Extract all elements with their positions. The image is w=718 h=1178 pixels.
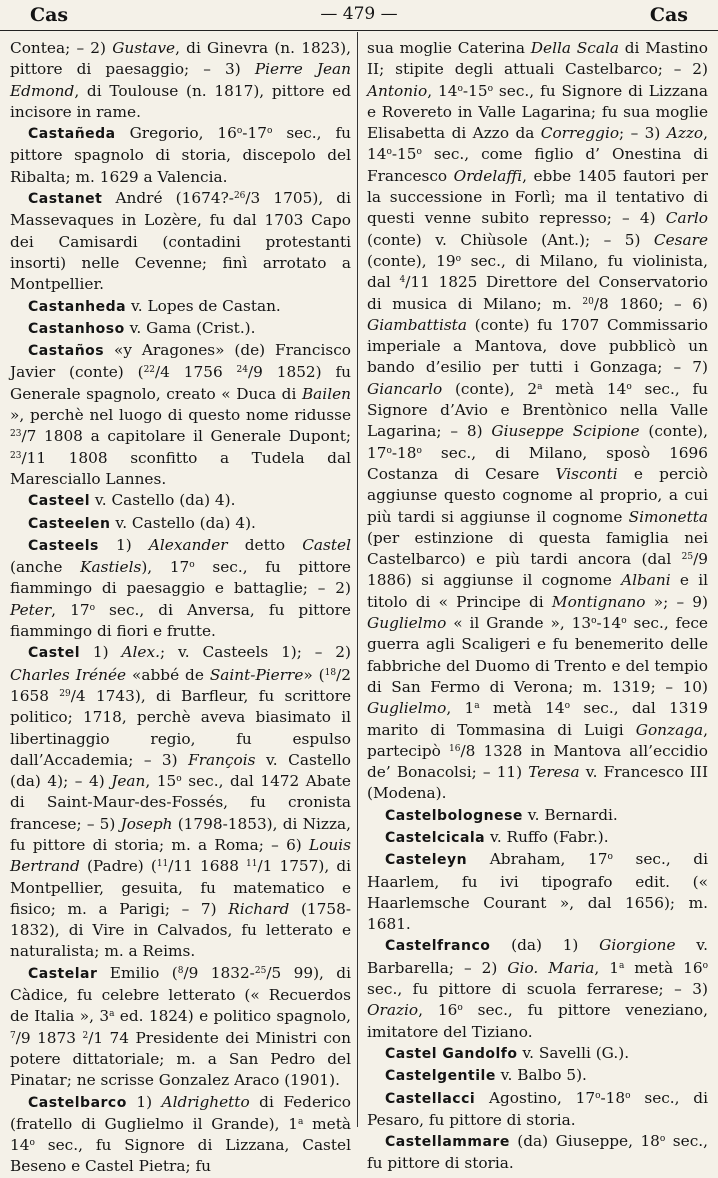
entry-text: v. Savelli (G.). — [517, 1043, 630, 1062]
entry-text: sec., fu Signore d’Avio e Brentònico nella Valle Lagarina; – 8) — [367, 379, 709, 441]
entry-headword: Castañeda — [28, 126, 116, 143]
dictionary-entry — [10, 642, 351, 962]
italic-text: Gonzaga — [635, 720, 704, 739]
entry-text: -18 — [391, 443, 417, 462]
dictionary-entry — [10, 188, 351, 295]
entry-text: », perchè nel luogo di questo nome ridusse — [10, 406, 351, 425]
italic-text: Jean — [111, 772, 146, 791]
dictionary-entry — [10, 123, 351, 188]
entry-text: v. Francesco III (Modena). — [367, 763, 708, 803]
entry-text: sec., di Milano, sposò 1696 Costanza di Cesare — [367, 443, 708, 483]
italic-text: Simonetta — [628, 507, 708, 526]
superscript: o — [621, 616, 627, 627]
superscript: 26 — [233, 191, 246, 202]
superscript: o — [659, 1134, 666, 1145]
entry-text: sec., come figlio d’ Onestina di Francesco — [367, 145, 708, 185]
entry-text: di Federico (fratello di Guglielmo il Grande), 1 — [10, 1092, 351, 1133]
entry-headword: Castelbarco — [28, 1094, 127, 1111]
entry-headword: Castelfranco — [385, 938, 491, 955]
entry-text: (conte) fu 1707 Commissario imperiale a Mantova, dove pubblicò un bando d’esilio per tutti i Gonzaga; – 7) — [367, 315, 708, 377]
entry-text: sec., fu pittore di storia. — [367, 1132, 708, 1173]
entry-text: v. Castello (da) 4). — [90, 491, 236, 510]
entry-text: sec., fece guerra agli Scaligeri e fu benemerito delle fabbriche del Duomo di Trento e del tempio di San Fermo di Verona; m. 1319; – 10) — [367, 614, 708, 696]
superscript: a — [618, 960, 625, 971]
superscript: 11 — [156, 859, 169, 870]
entry-headword: Castellacci — [385, 1090, 476, 1107]
italic-text: Ordelaffi — [453, 166, 523, 185]
superscript: 24 — [236, 365, 248, 376]
superscript: 25 — [681, 552, 694, 563]
superscript: o — [386, 147, 392, 158]
entry-text: /11 1825 Direttore del Conservatorio di musica di Milano; m. — [367, 273, 709, 313]
superscript: a — [109, 1009, 115, 1020]
italic-text: Charles Irénée — [10, 665, 127, 684]
superscript: o — [455, 253, 462, 264]
italic-text: Teresa — [528, 763, 580, 782]
superscript: o — [416, 445, 422, 456]
entry-headword: Casteel — [28, 493, 91, 510]
entry-text: (Padre) ( — [79, 857, 157, 876]
superscript: o — [487, 83, 493, 94]
left-column — [10, 38, 351, 1178]
dictionary-entry — [367, 1043, 708, 1065]
superscript: 25 — [254, 965, 267, 976]
entry-text: /5 99), di Càdice, fu celebre letterato (« Recuerdos de Italia », 3 — [10, 963, 351, 1026]
entry-text: , di Ginevra (n. 1823), pittore di paesaggio; – 3) — [10, 39, 351, 79]
italic-text: Giuseppe Scipione — [491, 422, 640, 441]
entry-text: Gregorio, 16 — [115, 124, 237, 143]
entry-headword: Castanhoso — [28, 320, 125, 337]
italic-text: Giambattista — [367, 315, 467, 334]
dictionary-entry — [10, 318, 351, 340]
superscript: o — [266, 126, 273, 137]
superscript: 23 — [10, 429, 22, 440]
superscript: 22 — [143, 365, 156, 376]
entry-text: , 14 — [427, 81, 458, 100]
superscript: o — [607, 852, 613, 863]
entry-text: v. Lopes de Castan. — [126, 296, 281, 315]
italic-text: Alexander — [148, 535, 228, 554]
superscript: o — [595, 1090, 601, 1101]
entry-text: metà 14 — [10, 1114, 351, 1155]
entry-text: (per estinzione di questa famiglia nei Castelbarco) e più tardi ancora (dal — [367, 528, 708, 569]
entry-text: ; – 3) — [619, 124, 667, 143]
entry-text: , partecipò — [367, 720, 708, 760]
italic-text: Giancarlo — [367, 379, 443, 398]
entry-headword: Castellammare — [385, 1134, 510, 1151]
italic-text: Gustave — [112, 39, 176, 57]
entry-text: , ebbe 1405 fautori per la successione in Forlì; ma il tentativo di questi venne subito represso; – 4) — [367, 166, 708, 228]
entry-text: sec., fu pittore di scuola ferrarese; – 3) — [367, 980, 708, 999]
italic-text: Richard — [228, 899, 290, 918]
entry-text: Abraham, 17 — [467, 850, 608, 869]
superscript: o — [702, 960, 708, 971]
entry-text: (da) Giuseppe, 18 — [509, 1132, 660, 1151]
entry-text: /11 1688 — [168, 857, 247, 876]
entry-headword: Castelbolognese — [385, 807, 523, 824]
entry-text: -14 — [596, 614, 622, 633]
entry-text: (conte), 19 — [367, 251, 456, 270]
entry-text: di Mastino II; stipite degli attuali Castelbarco; – 2) — [367, 39, 708, 79]
entry-text: André (1674?- — [102, 189, 234, 208]
entry-text: » ( — [303, 665, 325, 684]
superscript: 4 — [399, 275, 406, 286]
entry-text: /1 74 Presidente dei Ministri con potere dittatoriale; m. a San Pedro del Pinatar; ne scrisse Gonzalez Araco (1901). — [10, 1028, 351, 1090]
entry-text: /9 1852) fu Generale spagnolo, creato « Duca di — [10, 363, 351, 403]
entry-text: /2 1658 — [10, 665, 351, 705]
entry-headword: Castaños — [28, 343, 105, 360]
entry-text: sua moglie Caterina — [367, 39, 531, 57]
superscript: 8 — [177, 965, 184, 976]
dictionary-entry — [10, 296, 351, 318]
entry-text: «abbé de — [126, 665, 210, 684]
dictionary-entry — [10, 490, 351, 512]
entry-text: v. Ruffo (Fabr.). — [485, 827, 609, 846]
italic-text: Azzo — [666, 124, 704, 143]
dictionary-entry — [367, 1065, 708, 1087]
column-divider — [357, 32, 358, 1127]
dictionary-entry — [367, 805, 708, 827]
entry-text: (1758-1832), di Vire in Calvados, fu letterato e naturalista; m. a Reims. — [10, 899, 352, 961]
entry-text: Contea; – 2) — [10, 39, 113, 57]
superscript: o — [591, 616, 597, 627]
entry-text: Agostino, 17 — [475, 1088, 596, 1107]
superscript: o — [29, 1138, 35, 1149]
superscript: 29 — [59, 688, 71, 699]
entry-text: v. Gama (Crist.). — [124, 318, 256, 337]
italic-text: Cesare — [653, 230, 708, 249]
entry-text: /11 1808 sconfitto a Tudela dal Maresciallo Lannes. — [10, 448, 351, 488]
entry-text: metà 14 — [479, 699, 565, 718]
entry-text: /1 1757), di Montpellier, gesuita, fu matematico e fisico; m. a Parigi; – 7) — [10, 857, 352, 918]
entry-text: , di Toulouse (n. 1817), pittore ed incisore in rame. — [10, 81, 351, 121]
entry-text: v. Balbo 5). — [495, 1066, 587, 1085]
italic-text: Correggio — [540, 124, 620, 143]
entry-text: , 16 — [418, 1001, 458, 1020]
dictionary-entry — [10, 963, 351, 1092]
entry-text: sec., fu pittore spagnolo di storia, discepolo del Ribalta; m. 1629 a Valencia. — [10, 124, 351, 186]
italic-text: Montignano — [551, 592, 646, 611]
entry-text: «y Aragones» (de) Francisco Javier (conte) ( — [10, 341, 351, 382]
superscript: 18 — [324, 667, 337, 678]
entry-text: /4 1743), di Barfleur, fu scrittore politico; 1718, perchè aveva biasimato il libertinaggio regio, fu espulso dall’Accademia; – 3) — [10, 686, 351, 769]
entry-text: sec., fu pittore fiammingo di paesaggio e battaglie; – 2) — [10, 558, 351, 598]
italic-text: Albani — [621, 571, 671, 590]
entry-headword: Castanheda — [28, 298, 127, 315]
entry-text: /4 1756 — [155, 363, 237, 382]
superscript: a — [474, 701, 480, 712]
entry-text: /9 1832- — [183, 963, 255, 982]
entry-text: 1) — [126, 1092, 162, 1111]
superscript: o — [176, 774, 182, 785]
entry-text: sec., di Anversa, fu pittore fiammingo di fiori e frutte. — [10, 600, 351, 641]
entry-text: , 17 — [51, 600, 90, 619]
italic-text: Guglielmo — [367, 614, 447, 633]
superscript: 2 — [82, 1030, 89, 1041]
entry-text: , 14 — [367, 124, 709, 164]
dictionary-entry — [10, 1092, 351, 1178]
dictionary-entry — [367, 849, 708, 935]
italic-text: Kastiels — [80, 558, 142, 577]
entry-text: ed. 1824) e politico spagnolo, — [114, 1007, 352, 1026]
superscript: 23 — [10, 450, 22, 461]
page-number: — 479 — — [320, 4, 398, 24]
entry-text: sec., fu Signore di Lizzana e Rovereto in Valle Lagarina; fu sua moglie Elisabetta di Azzo da — [367, 81, 708, 143]
italic-text: Antonio — [367, 81, 428, 100]
superscript: o — [89, 602, 95, 613]
entry-continuation — [367, 38, 708, 805]
entry-headword: Castanet — [28, 191, 103, 208]
entry-text: sec., dal 1319 marito di Tommasina di Luigi — [367, 699, 708, 739]
italic-text: Guglielmo — [367, 699, 447, 718]
entry-text: v. Castello (da) 4); – 4) — [10, 750, 351, 791]
italic-text: Visconti — [555, 464, 618, 483]
entry-text: sec., fu pittore veneziano, imitatore del Tiziano. — [367, 1001, 708, 1041]
entry-text: , 15 — [145, 772, 177, 791]
italic-text: Bailen — [301, 384, 351, 403]
italic-text: François — [188, 750, 256, 769]
entry-text: »; – 9) — [645, 592, 708, 611]
entry-text: -15 — [391, 145, 417, 164]
entry-text: (conte) v. Chiùsole (Ant.); – 5) — [367, 230, 654, 249]
superscript: o — [457, 83, 463, 94]
superscript: 7 — [10, 1030, 16, 1041]
entry-text: sec., dal 1472 Abate di Saint-Maur-des-Fossés, fu cronista francese; – 5) — [10, 772, 351, 833]
italic-text: Carlo — [665, 209, 708, 228]
entry-text: -17 — [242, 124, 267, 143]
entry-headword: Castelgentile — [385, 1068, 496, 1085]
superscript: o — [416, 147, 422, 158]
entry-text: -18 — [600, 1088, 626, 1107]
entry-text: sec., di Haarlem, fu ivi tipografo edit. (« Haarlemsche Courant », dal 1656); m. 1681. — [367, 850, 708, 934]
entry-text: sec., fu Signore di Lizzana, Castel Beseno e Castel Pietra; fu — [10, 1136, 351, 1176]
entry-headword: Castelar — [28, 965, 98, 982]
italic-text: Peter — [10, 600, 52, 619]
entry-headword: Castel Gandolfo — [385, 1045, 518, 1062]
entry-text: (conte), 17 — [367, 422, 708, 462]
entry-text: ), 17 — [141, 558, 190, 577]
superscript: a — [537, 381, 543, 392]
entry-text: Emilio ( — [97, 963, 178, 982]
entry-text: metà 14 — [542, 379, 627, 398]
italic-text: Louis Bertrand — [10, 835, 351, 876]
italic-text: Aldrighetto — [161, 1092, 250, 1111]
italic-text: Orazio — [367, 1001, 419, 1020]
entry-text: sec., di Milano, fu violinista, dal — [367, 251, 708, 292]
superscript: o — [626, 381, 632, 392]
entry-text: 1) — [98, 535, 149, 554]
entry-headword: Castelcicala — [385, 829, 486, 846]
entry-text: /3 1705), di Massevaques in Lozère, fu dal 1703 Capo dei Camisardi (contadini protestanti insorti) nelle Cevenne; finì arrotato a Montpellier. — [10, 189, 351, 294]
entry-text: (1798-1853), di Nizza, fu pittore di storia; m. a Roma; – 6) — [10, 814, 351, 854]
superscript: o — [564, 701, 571, 712]
header-left-guideword: Cas — [30, 4, 69, 26]
dictionary-entry — [367, 935, 708, 1042]
dictionary-entry — [10, 535, 351, 642]
italic-text: Alex. — [121, 643, 160, 662]
dictionary-entry — [10, 340, 351, 490]
superscript: a — [297, 1116, 304, 1127]
entry-text: e il titolo di « Principe di — [367, 571, 709, 611]
entry-continuation — [10, 38, 351, 123]
italic-text: Giorgione — [599, 936, 676, 955]
entry-text: v. Barbarella; – 2) — [367, 936, 708, 977]
entry-text: /7 1808 a capitolare il Generale Dupont; — [21, 427, 351, 446]
entry-text: /9 1886) si aggiunse il cognome — [367, 550, 708, 590]
italic-text: Castel — [302, 535, 351, 554]
entry-text: /8 1860; – 6) — [593, 294, 709, 313]
entry-text: /8 1328 in Mantova all’eccidio de’ Bonacolsi; – 11) — [367, 741, 708, 782]
entry-text: sec., di Pesaro, fu pittore di storia. — [367, 1088, 708, 1129]
italic-text: Della Scala — [530, 39, 619, 57]
entry-text: v. Castello (da) 4). — [110, 513, 256, 532]
entry-text: v. Bernardi. — [522, 805, 618, 824]
entry-text: , 1 — [594, 958, 619, 977]
entry-text: /9 1873 — [15, 1028, 83, 1047]
entry-text: , 1 — [446, 699, 475, 718]
superscript: o — [189, 560, 195, 571]
right-column — [367, 38, 708, 1175]
italic-text: Gio. Maria — [507, 958, 595, 977]
dictionary-entry — [10, 513, 351, 535]
header-right-guideword: Cas — [649, 4, 688, 26]
entry-text: detto — [227, 535, 303, 554]
entry-headword: Casteleyn — [385, 852, 468, 869]
entry-text: (conte), 2 — [442, 379, 538, 398]
dictionary-entry — [367, 827, 708, 849]
dictionary-entry — [367, 1131, 708, 1175]
superscript: 11 — [246, 859, 258, 870]
italic-text: Pierre Jean Edmond — [10, 60, 351, 100]
superscript: o — [236, 126, 243, 137]
entry-text: e perciò aggiunse questo cognome al proprio, a cui più tardi si aggiunse il cognome — [367, 464, 708, 526]
entry-text: (da) 1) — [490, 936, 600, 955]
entry-text: ; v. Casteels 1); – 2) — [159, 643, 351, 662]
entry-text: « il Grande », 13 — [446, 614, 592, 633]
superscript: o — [625, 1090, 631, 1101]
superscript: o — [457, 1003, 463, 1014]
entry-text: (anche — [10, 558, 81, 577]
superscript: 16 — [449, 743, 461, 754]
entry-headword: Castel — [28, 645, 81, 662]
italic-text: Joseph — [120, 814, 173, 833]
entry-headword: Casteels — [28, 537, 99, 554]
superscript: o — [386, 445, 392, 456]
entry-headword: Casteelen — [28, 515, 111, 532]
entry-text: 1) — [80, 643, 122, 662]
superscript: 20 — [582, 296, 594, 307]
running-header — [0, 0, 718, 31]
entry-text: metà 16 — [624, 958, 703, 977]
italic-text: Saint-Pierre — [209, 665, 304, 684]
entry-text: -15 — [462, 81, 488, 100]
dictionary-entry — [367, 1088, 708, 1132]
